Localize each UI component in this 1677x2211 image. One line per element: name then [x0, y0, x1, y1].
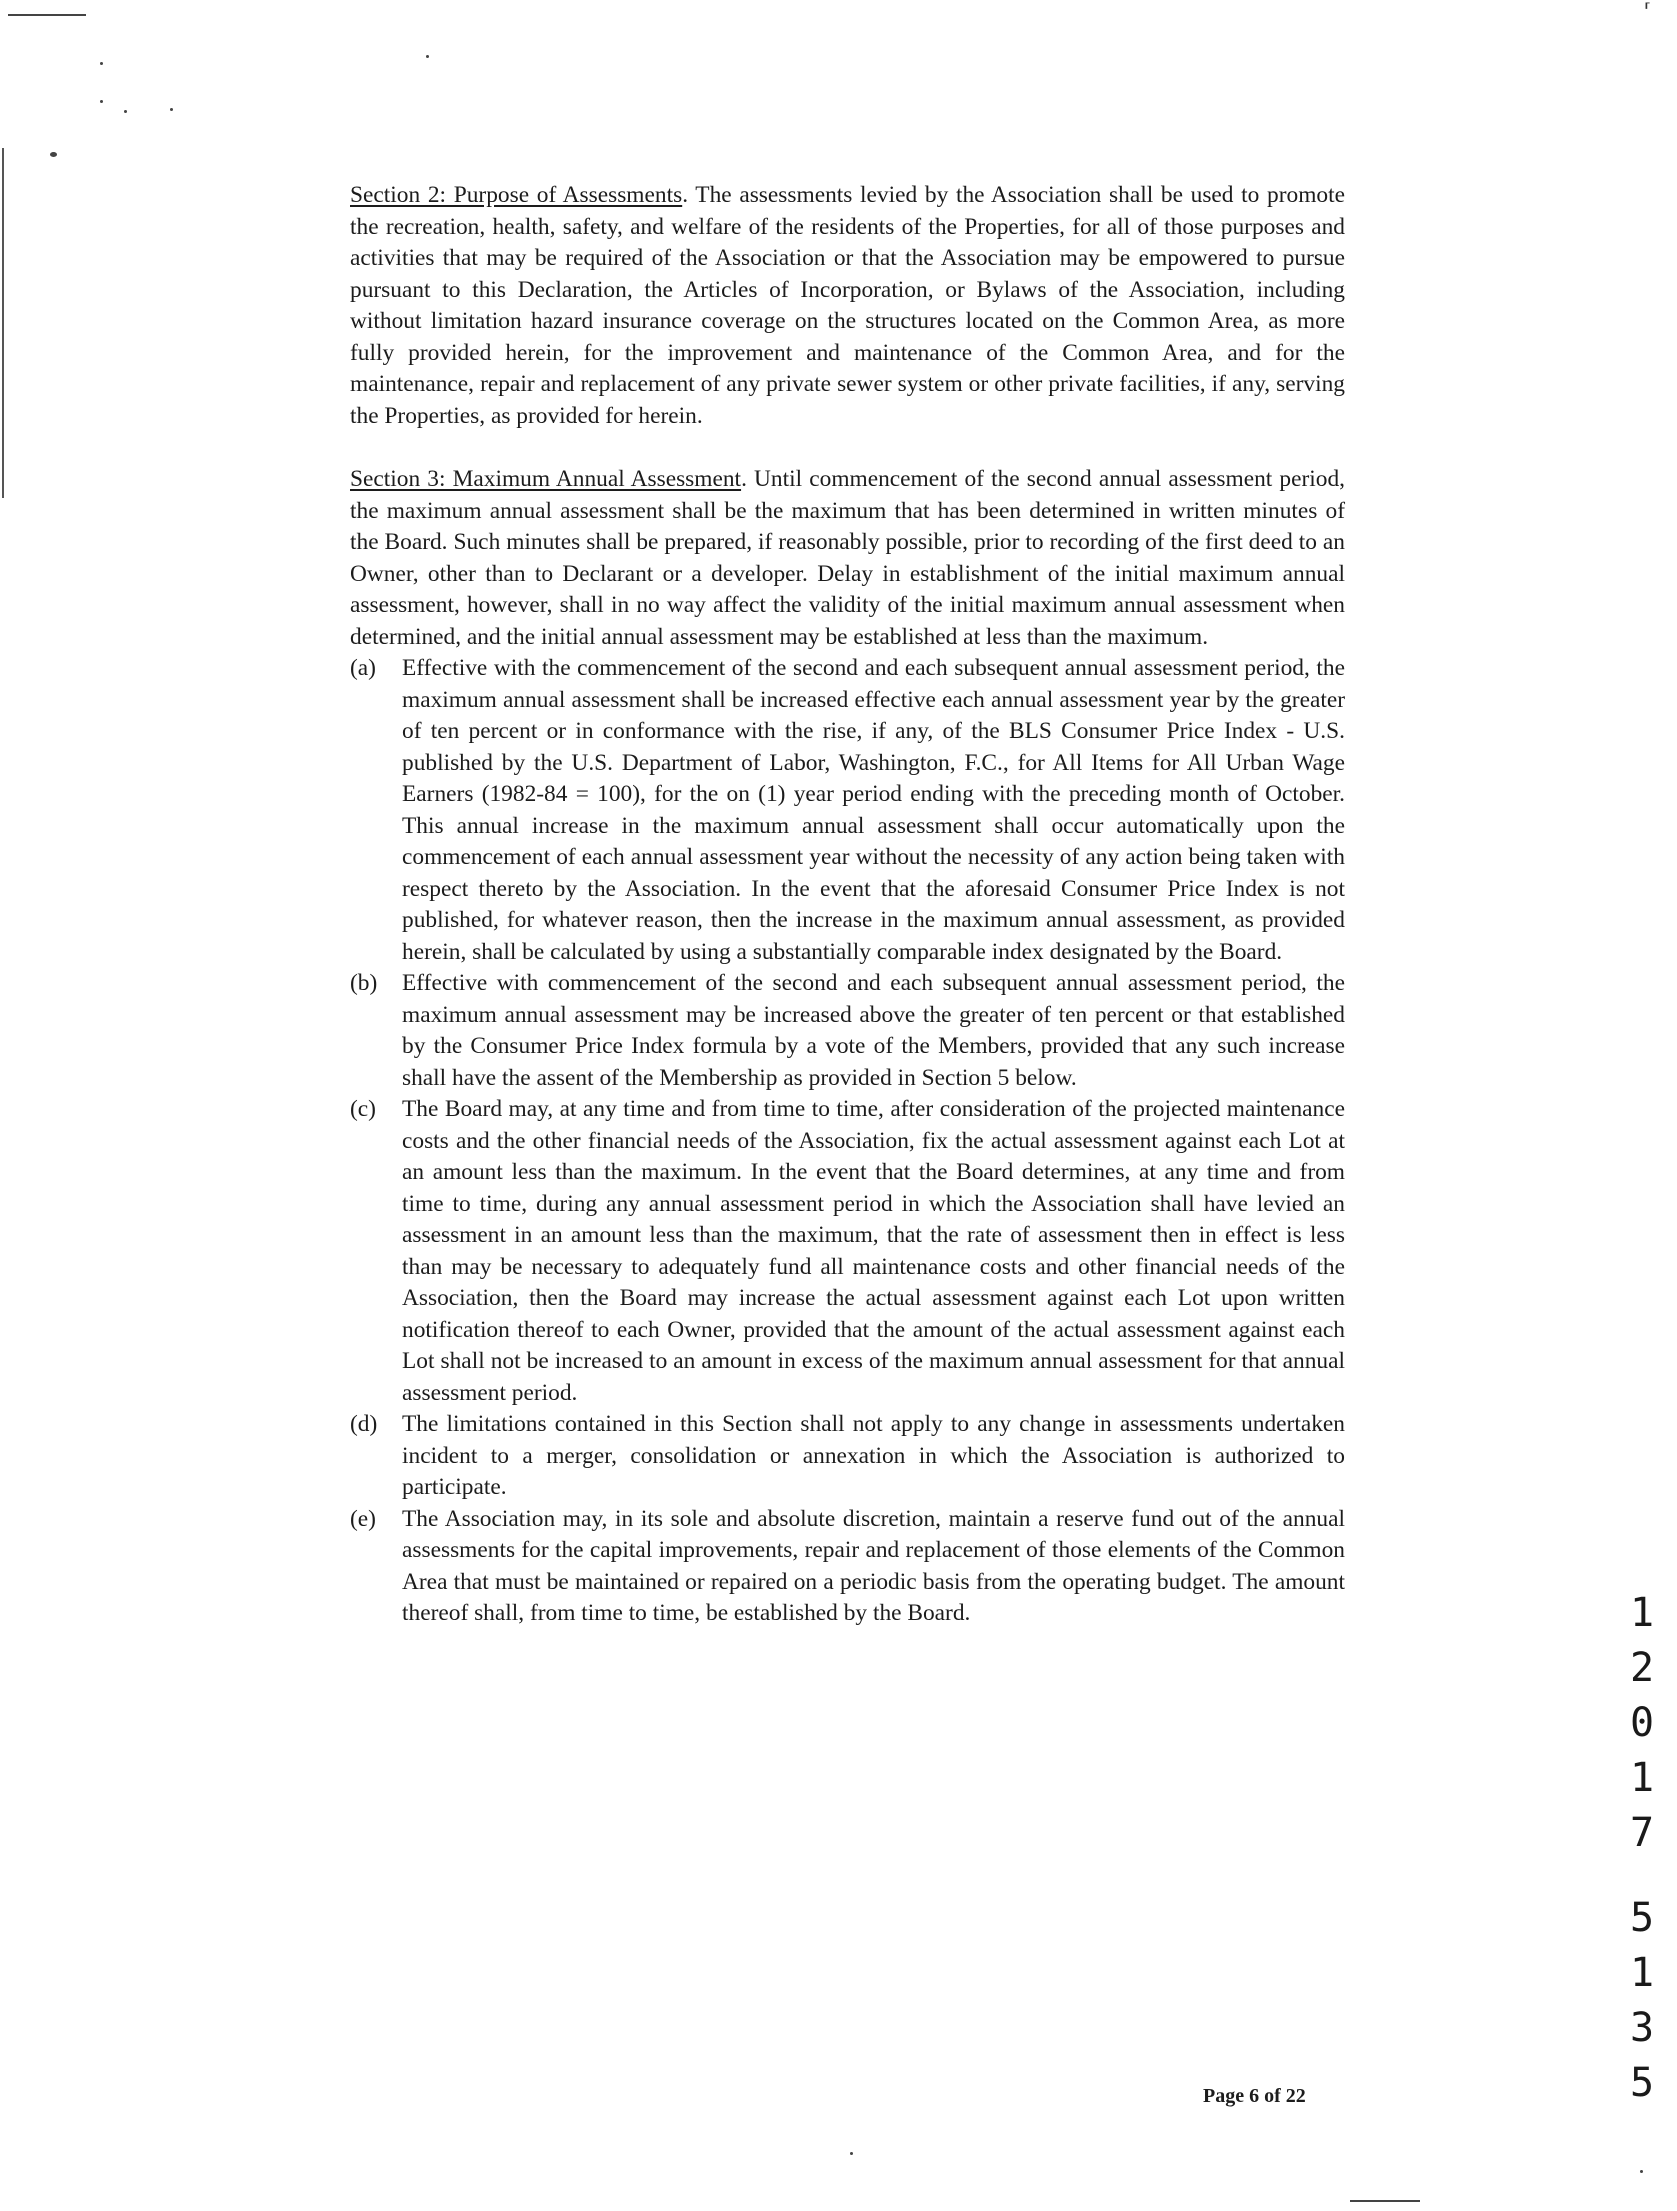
item-marker: (d): [350, 1411, 378, 1437]
item-text: Effective with commencement of the second and each subsequent annual assessment period, the maximum annual assessment may be increased above the greater of ten percent or that established by the Consumer Price Index formula by a vote of the Members, provided that any such increase shall have the assent of the Membership as provided in Section 5 below.: [402, 970, 1345, 1091]
section-3-item-list: [350, 653, 1345, 1630]
section-3-heading: Section 3: Maximum Annual Assessment: [350, 466, 742, 492]
stamp-digit: 5: [1629, 2060, 1655, 2106]
document-body: [350, 180, 1345, 1630]
item-text: Effective with the commencement of the second and each subsequent annual assessment period, the maximum annual assessment shall be increased effective each annual assessment year by the greater of ten percent or in conformance with the rise, if any, of the BLS Consumer Price Index - U.S. published by the U.S. Department of Labor, Washington, F.C., for All Items for All Urban Wage Earners (1982-84 = 100), for the on (1) year period ending with the preceding month of October. This annual increase in the maximum annual assessment shall occur automatically upon the commencement of each annual assessment year without the necessity of any action being taken with respect thereto by the Association. In the event that the aforesaid Consumer Price Index is not published, for whatever reason, then the increase in the maximum annual assessment, as provided herein, shall be calculated by using a substantially comparable index designated by the Board.: [402, 655, 1345, 965]
stamp-digit: 5: [1629, 1895, 1655, 1941]
list-item: [350, 1409, 1345, 1504]
scan-speck: [50, 152, 57, 157]
scan-speck: [426, 55, 429, 58]
stamp-digit: 0: [1629, 1700, 1655, 1746]
item-marker: (a): [350, 655, 376, 681]
stamp-digit: 1: [1629, 1590, 1655, 1636]
scan-speck: [100, 100, 103, 103]
scan-bottom-rule: [1350, 2200, 1420, 2202]
item-marker: (e): [350, 1505, 376, 1532]
stamp-digit: 3: [1629, 2005, 1655, 2051]
item-text: The limitations contained in this Section shall not apply to any change in assessments undertaken incident to a merger, consolidation or annexation in which the Association is authorized to participate.: [402, 1411, 1345, 1500]
section-2-text: . The assessments levied by the Association shall be used to promote the recreation, health, safety, and welfare of the residents of the Properties, for all of those purposes and activities that may be required of the Association or that the Association may be empowered to pursue pursuant to this Declaration, the Articles of Incorporation, or Bylaws of the Association, including without limitation hazard insurance coverage on the structures located on the Common Area, as more fully provided herein, for the improvement and maintenance of the Common Area, and for the maintenance, repair and replacement of any private sewer system or other private facilities, if any, serving the Properties, as provided for herein.: [350, 182, 1345, 429]
stamp-digit: 1: [1629, 1755, 1655, 1801]
side-recording-stamp: [1622, 1586, 1662, 2111]
list-item: [350, 1504, 1345, 1630]
item-text: The Board may, at any time and from time to time, after consideration of the projected maintenance costs and the other financial needs of the Association, fix the actual assessment against each Lot at an amount less than the maximum. In the event that the Board determines, at any time and from time to time, during any annual assessment period in which the Association shall have levied an assessment in an amount less than the maximum, that the rate of assessment then in effect is less than may be necessary to adequately fund all maintenance costs and other financial needs of the Association, then the Board may increase the actual assessment against each Lot upon written notification thereof to each Owner, provided that the amount of the actual assessment against each Lot shall not be increased to an amount in excess of the maximum annual assessment for that annual assessment period.: [402, 1096, 1345, 1406]
scan-speck: [170, 108, 173, 111]
scan-corner-mark: ⸢: [1643, 0, 1651, 20]
stamp-digit: 1: [1629, 1950, 1655, 1996]
section-3-text: . Until commencement of the second annual assessment period, the maximum annual assessment shall be the maximum that has been determined in written minutes of the Board. Such minutes shall be prepared, if reasonably possible, prior to recording of the first deed to an Owner, other than to Declarant or a developer. Delay in establishment of the initial maximum annual assessment, however, shall in no way affect the validity of the initial maximum annual assessment when determined, and the initial annual assessment may be established at less than the maximum.: [350, 466, 1345, 650]
scan-speck: [100, 62, 103, 65]
stamp-digit: 7: [1629, 1810, 1655, 1856]
section-3-paragraph: [350, 464, 1345, 653]
section-2-heading: Section 2: Purpose of Assessments: [350, 182, 683, 208]
list-item: [350, 968, 1345, 1094]
list-item: [350, 1094, 1345, 1409]
scan-left-edge-bar: [2, 148, 4, 498]
list-item: [350, 653, 1345, 968]
item-marker: (c): [350, 1096, 376, 1122]
item-marker: (b): [350, 970, 378, 996]
section-2-paragraph: [350, 180, 1345, 432]
stamp-digit: 2: [1629, 1645, 1655, 1691]
scan-speck: [124, 110, 127, 113]
scan-top-rule: [8, 14, 86, 16]
item-text: The Association may, in its sole and absolute discretion, maintain a reserve fund out of the annual assessments for the capital improvements, repair and replacement of those elements of the Common Area that must be maintained or repaired on a periodic basis from the operating budget. The amount thereof shall, from time to time, be established by the Board.: [402, 1505, 1345, 1626]
scan-speck: [1640, 2170, 1643, 2173]
scan-speck: [850, 2152, 853, 2155]
page-number: Page 6 of 22: [1203, 2085, 1306, 2107]
